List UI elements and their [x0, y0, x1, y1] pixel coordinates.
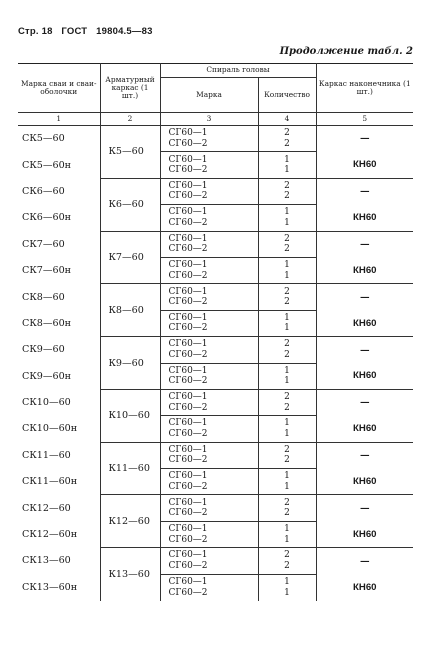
- spiral-mark: СГ60—1: [168, 524, 208, 535]
- table-row: [18, 363, 413, 389]
- spiral-qty: 1: [284, 365, 290, 376]
- pile-mark: СК12—60н: [22, 529, 78, 541]
- spiral-marks: [160, 152, 258, 178]
- spiral-mark: СГ60—2: [168, 349, 208, 360]
- spiral-marks: [160, 337, 258, 363]
- table-row: [18, 495, 413, 521]
- pile-mark: СК12—60: [22, 502, 71, 514]
- table-row: [18, 310, 413, 336]
- pile-mark: СК11—60н: [22, 476, 78, 488]
- spiral-marks: [160, 257, 258, 283]
- pile-mark: СК13—60н: [22, 581, 78, 593]
- spiral-mark: СГ60—2: [168, 428, 208, 439]
- pile-mark: СК6—60: [22, 185, 65, 197]
- spiral-mark: СГ60—1: [168, 286, 208, 297]
- col-header-spiral-mark: Марка: [160, 78, 258, 113]
- pile-mark: СК13—60: [22, 555, 71, 567]
- pile-mark: СК7—60н: [22, 265, 72, 277]
- spiral-mark: СГ60—1: [168, 312, 208, 323]
- spiral-quantities: [258, 337, 316, 363]
- spiral-qty: 2: [284, 402, 290, 413]
- spiral-qty: 1: [284, 471, 290, 482]
- spiral-qty: 2: [284, 339, 290, 350]
- spiral-mark: СГ60—2: [168, 191, 208, 202]
- spiral-qty: 1: [284, 524, 290, 535]
- spiral-mark: СГ60—1: [168, 444, 208, 455]
- spiral-qty: 1: [284, 154, 290, 165]
- spiral-quantities: [258, 178, 316, 204]
- spiral-quantities: [258, 469, 316, 495]
- spiral-marks: [160, 574, 258, 600]
- spiral-qty: 2: [284, 244, 290, 255]
- spiral-marks: [160, 521, 258, 547]
- spiral-mark: СГ60—1: [168, 207, 208, 218]
- spiral-qty: 2: [284, 392, 290, 403]
- spiral-quantities: [258, 257, 316, 283]
- spiral-mark: СГ60—1: [168, 550, 208, 561]
- col-header-spiral: Спираль головы: [160, 63, 316, 78]
- spiral-qty: 1: [284, 376, 290, 387]
- spiral-mark: СГ60—1: [168, 339, 208, 350]
- spiral-mark: СГ60—2: [168, 402, 208, 413]
- spiral-qty: 2: [284, 349, 290, 360]
- pile-mark: СК10—60: [22, 397, 71, 409]
- specification-table: [18, 63, 413, 601]
- spiral-mark: СГ60—1: [168, 471, 208, 482]
- spiral-marks: [160, 389, 258, 415]
- spiral-qty: 1: [284, 312, 290, 323]
- tip-frame: КН60: [316, 257, 413, 283]
- tip-frame: КН60: [316, 416, 413, 442]
- spiral-marks: [160, 178, 258, 204]
- spiral-qty: 1: [284, 587, 290, 598]
- spiral-mark: СГ60—2: [168, 165, 208, 176]
- spiral-mark: СГ60—2: [168, 138, 208, 149]
- col-header-armature: Арматурный каркас (1 шт.): [100, 63, 160, 113]
- tip-frame: —: [316, 337, 413, 363]
- pile-mark: СК8—60н: [22, 317, 72, 329]
- table-row: [18, 337, 413, 363]
- col-number-3: 3: [160, 113, 258, 126]
- pile-mark: СК7—60: [22, 238, 65, 250]
- spiral-qty: 1: [284, 534, 290, 545]
- gost-code: 19804.5—83: [96, 26, 153, 37]
- table-row: [18, 284, 413, 310]
- spiral-quantities: [258, 548, 316, 574]
- spiral-qty: 2: [284, 138, 290, 149]
- tip-frame: КН60: [316, 205, 413, 231]
- spiral-quantities: [258, 310, 316, 336]
- spiral-quantities: [258, 495, 316, 521]
- tip-frame: —: [316, 389, 413, 415]
- table-row: [18, 205, 413, 231]
- page-header: [18, 26, 159, 37]
- spiral-qty: 1: [284, 270, 290, 281]
- pile-mark: СК9—60: [22, 344, 65, 356]
- col-number-1: 1: [18, 113, 100, 126]
- spiral-qty: 1: [284, 481, 290, 492]
- col-header-pile: Марка сваи и сваи-оболочки: [21, 78, 97, 96]
- spiral-marks: [160, 469, 258, 495]
- table-row: [18, 178, 413, 204]
- spiral-marks: [160, 416, 258, 442]
- table-row: [18, 416, 413, 442]
- spiral-marks: [160, 363, 258, 389]
- armature-mark: К10—60: [100, 389, 160, 442]
- spiral-quantities: [258, 231, 316, 257]
- spiral-quantities: [258, 574, 316, 600]
- table-body: [18, 126, 413, 601]
- armature-mark: К13—60: [100, 548, 160, 601]
- spiral-marks: [160, 442, 258, 468]
- spiral-marks: [160, 205, 258, 231]
- spiral-mark: СГ60—1: [168, 154, 208, 165]
- table-row: [18, 469, 413, 495]
- table-row: [18, 442, 413, 468]
- tip-frame: —: [316, 231, 413, 257]
- pile-mark: СК8—60: [22, 291, 65, 303]
- table-row: [18, 231, 413, 257]
- spiral-qty: 1: [284, 217, 290, 228]
- spiral-mark: СГ60—2: [168, 508, 208, 519]
- tip-frame: —: [316, 548, 413, 574]
- armature-mark: К5—60: [100, 126, 160, 179]
- spiral-marks: [160, 126, 258, 152]
- table-row: [18, 521, 413, 547]
- spiral-qty: 1: [284, 323, 290, 334]
- tip-frame: —: [316, 442, 413, 468]
- pile-mark: СК9—60н: [22, 370, 72, 382]
- spiral-qty: 1: [284, 260, 290, 271]
- spiral-quantities: [258, 363, 316, 389]
- tip-frame: КН60: [316, 152, 413, 178]
- spiral-quantities: [258, 521, 316, 547]
- spiral-mark: СГ60—2: [168, 534, 208, 545]
- pile-mark: СК5—60н: [22, 159, 72, 171]
- page-number: Стр. 18: [18, 26, 53, 37]
- spiral-qty: 2: [284, 233, 290, 244]
- pile-mark: СК6—60н: [22, 212, 72, 224]
- tip-frame: —: [316, 126, 413, 152]
- spiral-mark: СГ60—1: [168, 418, 208, 429]
- tip-frame: КН60: [316, 574, 413, 600]
- spiral-quantities: [258, 126, 316, 152]
- spiral-mark: СГ60—2: [168, 323, 208, 334]
- spiral-qty: 2: [284, 550, 290, 561]
- spiral-quantities: [258, 205, 316, 231]
- spiral-mark: СГ60—1: [168, 497, 208, 508]
- spiral-quantities: [258, 152, 316, 178]
- spiral-qty: 1: [284, 418, 290, 429]
- table-row: [18, 548, 413, 574]
- spiral-marks: [160, 548, 258, 574]
- spiral-mark: СГ60—1: [168, 365, 208, 376]
- spiral-qty: 1: [284, 207, 290, 218]
- pile-mark: СК10—60н: [22, 423, 78, 435]
- table-row: [18, 257, 413, 283]
- tip-frame: —: [316, 284, 413, 310]
- spiral-qty: 1: [284, 428, 290, 439]
- spiral-quantities: [258, 416, 316, 442]
- spiral-marks: [160, 284, 258, 310]
- spiral-qty: 2: [284, 180, 290, 191]
- armature-mark: К8—60: [100, 284, 160, 337]
- spiral-mark: СГ60—2: [168, 217, 208, 228]
- col-header-spiral-qty: Количество: [258, 78, 316, 113]
- spiral-qty: 2: [284, 128, 290, 139]
- tip-frame: КН60: [316, 310, 413, 336]
- spiral-qty: 1: [284, 577, 290, 588]
- tip-frame: КН60: [316, 521, 413, 547]
- tip-frame: КН60: [316, 469, 413, 495]
- spiral-quantities: [258, 442, 316, 468]
- spiral-mark: СГ60—2: [168, 481, 208, 492]
- spiral-qty: 2: [284, 560, 290, 571]
- tip-frame: —: [316, 178, 413, 204]
- spiral-mark: СГ60—2: [168, 560, 208, 571]
- armature-mark: К12—60: [100, 495, 160, 548]
- spiral-mark: СГ60—2: [168, 297, 208, 308]
- armature-mark: К9—60: [100, 337, 160, 390]
- col-number-4: 4: [258, 113, 316, 126]
- spiral-quantities: [258, 389, 316, 415]
- spiral-mark: СГ60—1: [168, 128, 208, 139]
- spiral-mark: СГ60—2: [168, 455, 208, 466]
- pile-mark: СК5—60: [22, 133, 65, 145]
- pile-mark: СК11—60: [22, 449, 71, 461]
- spiral-marks: [160, 495, 258, 521]
- spiral-marks: [160, 310, 258, 336]
- spiral-mark: СГ60—1: [168, 577, 208, 588]
- armature-mark: К7—60: [100, 231, 160, 284]
- spiral-mark: СГ60—1: [168, 233, 208, 244]
- spiral-qty: 2: [284, 191, 290, 202]
- gost-label: ГОСТ: [61, 26, 88, 37]
- spiral-mark: СГ60—1: [168, 180, 208, 191]
- col-number-5: 5: [316, 113, 413, 126]
- spiral-mark: СГ60—2: [168, 270, 208, 281]
- spiral-quantities: [258, 284, 316, 310]
- spiral-qty: 2: [284, 444, 290, 455]
- spiral-mark: СГ60—2: [168, 376, 208, 387]
- spiral-qty: 2: [284, 455, 290, 466]
- tip-frame: —: [316, 495, 413, 521]
- col-header-tip: Каркас наконечника (1 шт.): [316, 63, 413, 113]
- spiral-mark: СГ60—2: [168, 244, 208, 255]
- tip-frame: КН60: [316, 363, 413, 389]
- col-number-2: 2: [100, 113, 160, 126]
- spiral-mark: СГ60—1: [168, 260, 208, 271]
- armature-mark: К11—60: [100, 442, 160, 495]
- spiral-qty: 2: [284, 497, 290, 508]
- table-row: [18, 152, 413, 178]
- table-row: [18, 574, 413, 600]
- spiral-qty: 1: [284, 165, 290, 176]
- spiral-marks: [160, 231, 258, 257]
- spiral-qty: 2: [284, 508, 290, 519]
- spiral-mark: СГ60—2: [168, 587, 208, 598]
- armature-mark: К6—60: [100, 178, 160, 231]
- table-row: [18, 126, 413, 152]
- spiral-qty: 2: [284, 286, 290, 297]
- spiral-qty: 2: [284, 297, 290, 308]
- spiral-mark: СГ60—1: [168, 392, 208, 403]
- table-continuation-caption: Продолжение табл. 2: [279, 46, 413, 57]
- table-row: [18, 389, 413, 415]
